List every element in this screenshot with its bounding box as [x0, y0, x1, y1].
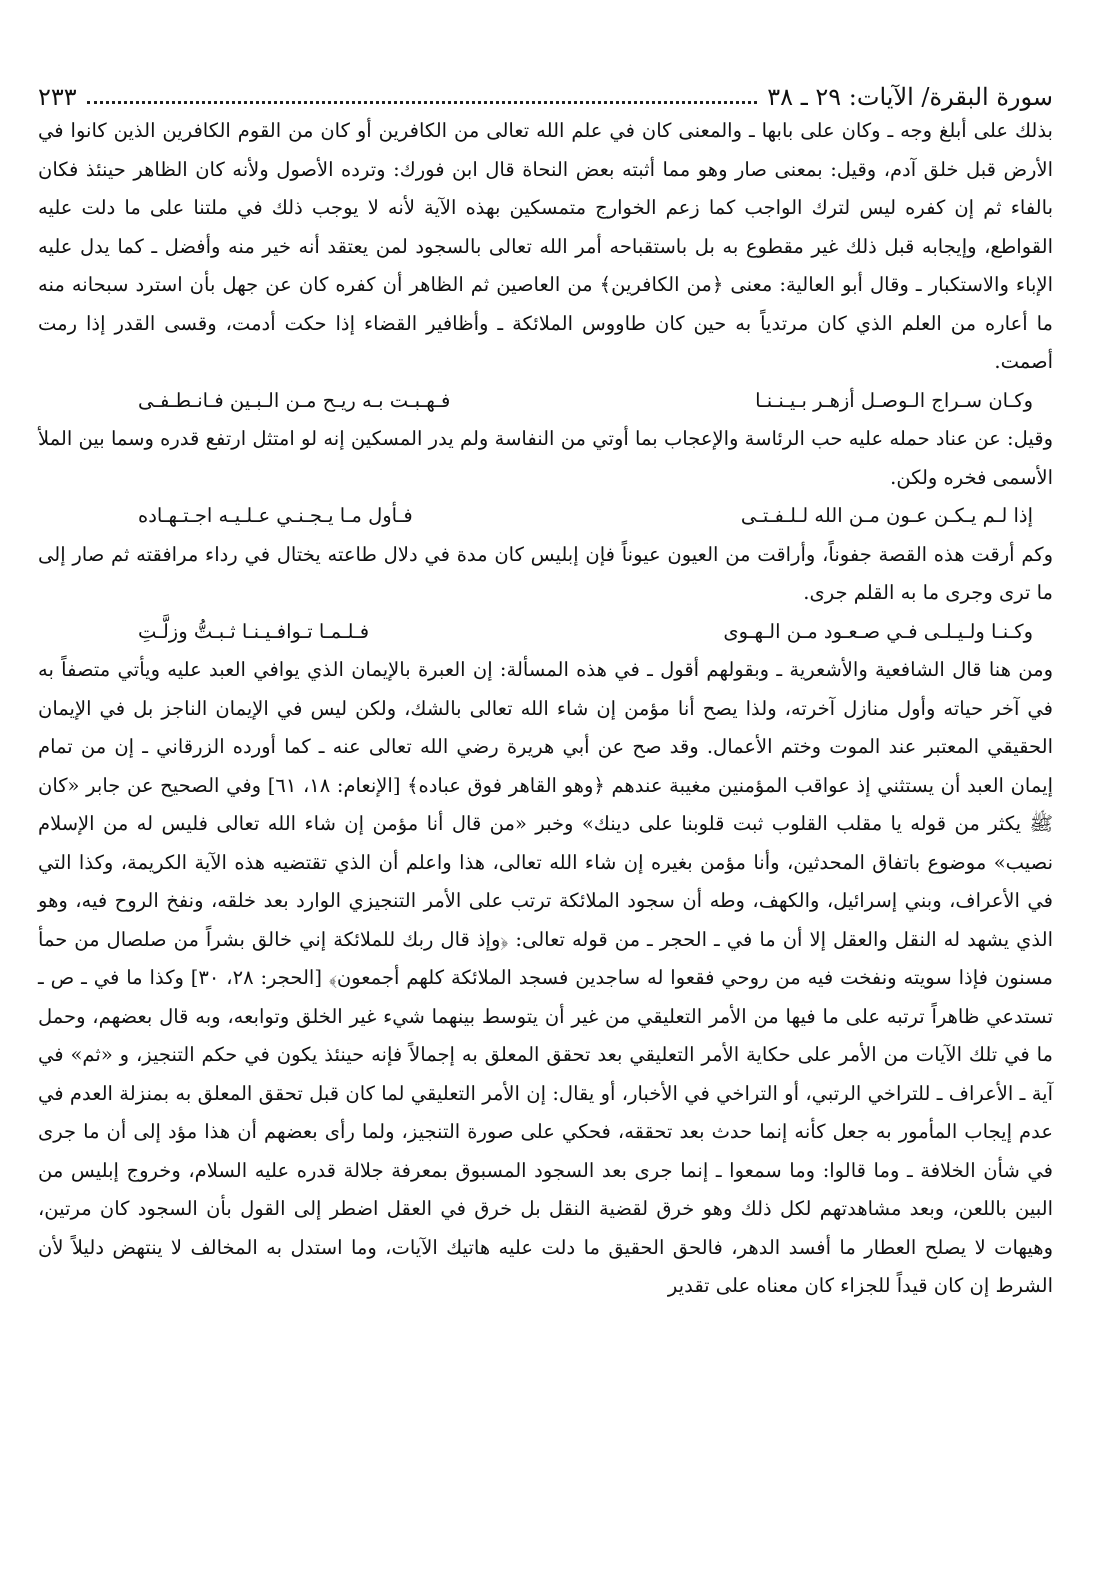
paragraph: ومن هنا قال الشافعية والأشعرية ـ وبقولهم أقول ـ في هذه المسألة: إن العبرة بالإيمان الذي يوافي العبد عليه ويأتي متصفاً به في آخر حياته وأول منازل آخرته، ولذا يصح أنا مؤمن إن شاء الله تعالى بالشك، ولكن ليس في الإيمان الناجز بل في الإيمان الحقيقي المعتبر عند الموت وختم الأعمال. وقد صح عن أبي هريرة رضي الله تعالى عنه ـ كما أورده الزرقاني ـ إن من تمام إيمان العبد أن يستثني إذ عواقب المؤمنين مغيبة عندهم ﴿وهو القاهر فوق عباده﴾ [الإنعام: ١٨، ٦١] وفي الصحيح عن جابر «كان ﷺ يكثر من قوله يا مقلب القلوب ثبت قلوبنا على دينك» وخبر «من قال أنا مؤمن إن شاء الله تعالى فليس له من الإسلام نصيب» موضوع باتفاق المحدثين، وأنا مؤمن بغيره إن شاء الله تعالى، هذا واعلم أن الذي تقتضيه هذه الآية الكريمة، وكذا التي في الأعراف، وبني إسرائيل، والكهف، وطه أن سجود الملائكة ترتب على الأمر التنجيزي الوارد بعد خلقه، ونفخ الروح فيه، وهو الذي يشهد له النقل والعقل إلا أن ما في ـ الحجر ـ من قوله تعالى: ﴿وإذ قال ربك للملائكة إني خالق بشراً من صلصال من حمأ مسنون فإذا سويته ونفخت فيه من روحي فقعوا له ساجدين فسجد الملائكة كلهم أجمعون﴾ [الحجر: ٢٨، ٣٠] وكذا ما في ـ ص ـ تستدعي ظاهراً ترتبه على ما فيها من الأمر التعليقي من غير أن يتوسط بينهما شيء غير الخلق وتوابعه، وبه قال بعضهم، وحمل ما في تلك الآيات من الأمر على حكاية الأمر التعليقي بعد تحقق المعلق به إجمالاً فإنه حينئذ يكون في حكم التنجيز، و «ثم» في آية ـ الأعراف ـ للتراخي الرتبي، أو التراخي في الأخبار، أو يقال: إن الأمر التعليقي لما كان قبل تحقق المعلق به بمنزلة العدم في عدم إيجاب المأمور به جعل كأنه إنما حدث بعد تحققه، فحكي على صورة التنجيز، ولما رأى بعضهم أن هذا مؤد إلى أن ما جرى في شأن الخلافة ـ وما قالوا: وما سمعوا ـ إنما جرى بعد السجود المسبوق بمعرفة جلالة قدره عليه السلام، وخروج إبليس من البين باللعن، وبعد مشاهدتهم لكل ذلك وهو خرق لقضية النقل بل خرق في العقل اضطر إلى القول بأن السجود كان مرتين، وهيهات لا يصلح العطار ما أفسد الدهر، فالحق الحقيق ما دلت عليه هاتيك الآيات، وما استدل به المخالف لا ينتهض دليلاً لأن الشرط إن كان قيداً للجزاء كان معناه على تقدير [38, 658, 1053, 1297]
verse-first-hemistich: إذا لـم يـكـن عـون مـن الله لـلـفـتـى [740, 504, 1033, 527]
verse-first-hemistich: وكـان سـراج الـوصـل أزهـر بـيـنـنـا [755, 388, 1033, 412]
verse-second-hemistich: فـهـبـت بـه ريـح مـن الـبـين فـانـطـفـى [138, 388, 451, 412]
paragraph: وقيل: عن عناد حمله عليه حب الرئاسة والإعجاب بما أوتي من النفاسة ولم يدر المسكين إنه لو امتثل ارتفع قدره وسما بين الملأ الأسمى فخره ولكن. [38, 427, 1053, 489]
verse-first-hemistich: وكـنـا ولـيـلـى فـي صـعـود مـن الـهـوى [723, 619, 1033, 643]
paragraph: وكم أرقت هذه القصة جفوناً، وأراقت من العيون عيوناً فإن إبليس كان مدة في دلال طاعته يختال في رداء مرافقته ثم صار إلى ما ترى وجرى ما به القلم جرى. [38, 542, 1053, 604]
paragraph: بذلك على أبلغ وجه ـ وكان على بابها ـ والمعنى كان في علم الله تعالى من الكافرين أو كان من القوم الكافرين الذين كانوا في الأرض قبل خلق آدم، وقيل: بمعنى صار وهو مما أثبته بعض النحاة قال ابن فورك: وترده الأصول ولأنه كان الظاهر حينئذ فكان بالفاء ثم إن كفره ليس لترك الواجب كما زعم الخوارج متمسكين بهذه الآية لأنه لا يوجب ذلك في ملتنا على ما دلت عليه القواطع، وإيجابه قبل ذلك غير مقطوع به بل باستقباحه أمر الله تعالى بالسجود لمن يعتقد أنه خير منه وأفضل ـ كما يدل عليه الإباء والاستكبار ـ وقال أبو العالية: معنى ﴿من الكافرين﴾ من العاصين ثم الظاهر أن كفره كان عن جهل بأن استرد سبحانه منه ما أعاره من العلم الذي كان مرتدياً به حين كان طاووس الملائكة ـ وأظافير القضاء إذا حكت أدمت، وقسى القدر إذا رمت أصمت. [38, 119, 1053, 373]
running-title: سورة البقرة/ الآيات: ٢٩ ـ ٣٨ [767, 83, 1053, 111]
poetry-verse [38, 497, 1053, 536]
dot-leader [87, 100, 758, 104]
page [38, 66, 1053, 1306]
running-header [38, 66, 1053, 112]
page-body [38, 112, 1053, 1306]
page-number: ٢٣٣ [38, 83, 77, 111]
poetry-verse [38, 382, 1053, 421]
verse-second-hemistich: فـأول مـا يـجـنـي عـلـيـه اجـتـهـاده [138, 504, 413, 527]
poetry-verse [38, 613, 1053, 652]
verse-second-hemistich: فـلـمـا تـوافـيـنـا ثـبـتُّ وزلَّـتِ [138, 619, 370, 643]
